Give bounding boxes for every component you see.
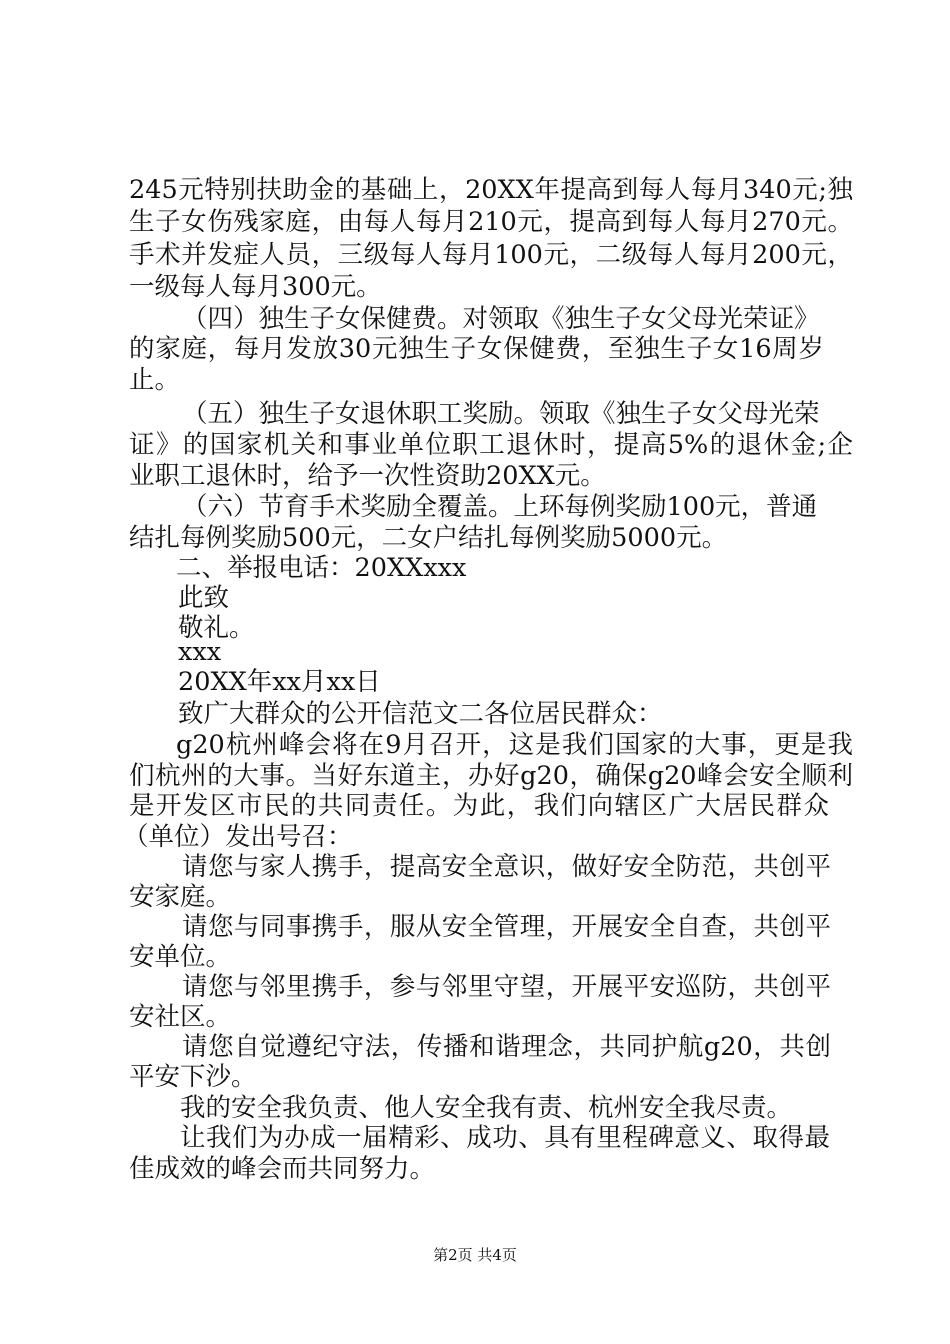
body-line: 我的安全我负责、他人安全我有责、杭州安全我尽责。 xyxy=(180,1093,793,1123)
signature-date: 20XX年xx月xx日 xyxy=(178,667,381,697)
body-line: 们杭州的大事。当好东道主，办好g20，确保g20峰会安全顺利 xyxy=(129,761,853,791)
body-line: 手术并发症人员，三级每人每月100元，二级每人每月200元， xyxy=(129,240,853,270)
paragraph-heading: （五）独生子女退休职工奖励。领取《独生子女父母光荣 xyxy=(182,399,820,429)
body-line: 是开发区市民的共同责任。为此，我们向辖区广大居民群众 xyxy=(129,791,829,821)
paragraph-heading: （六）节育手术奖励全覆盖。上环每例奖励100元，普通 xyxy=(182,492,818,522)
body-line: 请您自觉遵纪守法，传播和谐理念，共同护航g20，共创 xyxy=(182,1032,831,1062)
section-heading: 二、举报电话：20XXxxx xyxy=(176,553,467,583)
body-line: 平安下沙。 xyxy=(129,1062,257,1092)
body-line: （单位）发出号召： xyxy=(123,822,353,852)
paragraph-heading: （四）独生子女保健费。对领取《独生子女父母光荣证》 xyxy=(182,304,820,334)
body-line: 请您与邻里携手，参与邻里守望，开展平安巡防，共创平 xyxy=(182,972,831,1002)
body-line: 请您与同事携手，服从安全管理，开展安全自查，共创平 xyxy=(182,912,831,942)
closing-line: 敬礼。 xyxy=(178,613,255,643)
body-line: g20杭州峰会将在9月召开，这是我们国家的大事，更是我 xyxy=(176,730,853,760)
body-line: 安单位。 xyxy=(129,942,232,972)
body-line: 业职工退休时，给予一次性资助20XX元。 xyxy=(129,461,606,491)
body-line: 安家庭。 xyxy=(129,882,232,912)
body-line: 一级每人每月300元。 xyxy=(129,272,382,302)
body-line: 让我们为办成一届精彩、成功、具有里程碑意义、取得最 xyxy=(180,1123,830,1153)
signature-name: xxx xyxy=(178,637,222,667)
body-line: 请您与家人携手，提高安全意识，做好安全防范，共创平 xyxy=(182,852,831,882)
body-line: 佳成效的峰会而共同努力。 xyxy=(129,1154,436,1184)
body-line: 245元特别扶助金的基础上，20XX年提高到每人每月340元;独 xyxy=(129,175,853,205)
body-line: 证》的国家机关和事业单位职工退休时，提高5%的退休金;企 xyxy=(129,430,853,460)
body-line: 生子女伤残家庭，由每人每月210元，提高到每人每月270元。 xyxy=(129,207,853,237)
closing-line: 此致 xyxy=(178,583,230,613)
body-line: 结扎每例奖励500元，二女户结扎每例奖励5000元。 xyxy=(129,523,728,553)
page-number: 第2页 共4页 xyxy=(433,1246,517,1264)
body-line: 的家庭，每月发放30元独生子女保健费，至独生子女16周岁 xyxy=(129,334,824,364)
letter-title: 致广大群众的公开信范文二各位居民群众： xyxy=(178,699,663,729)
body-line: 安社区。 xyxy=(129,1002,232,1032)
body-line: 止。 xyxy=(129,365,181,395)
